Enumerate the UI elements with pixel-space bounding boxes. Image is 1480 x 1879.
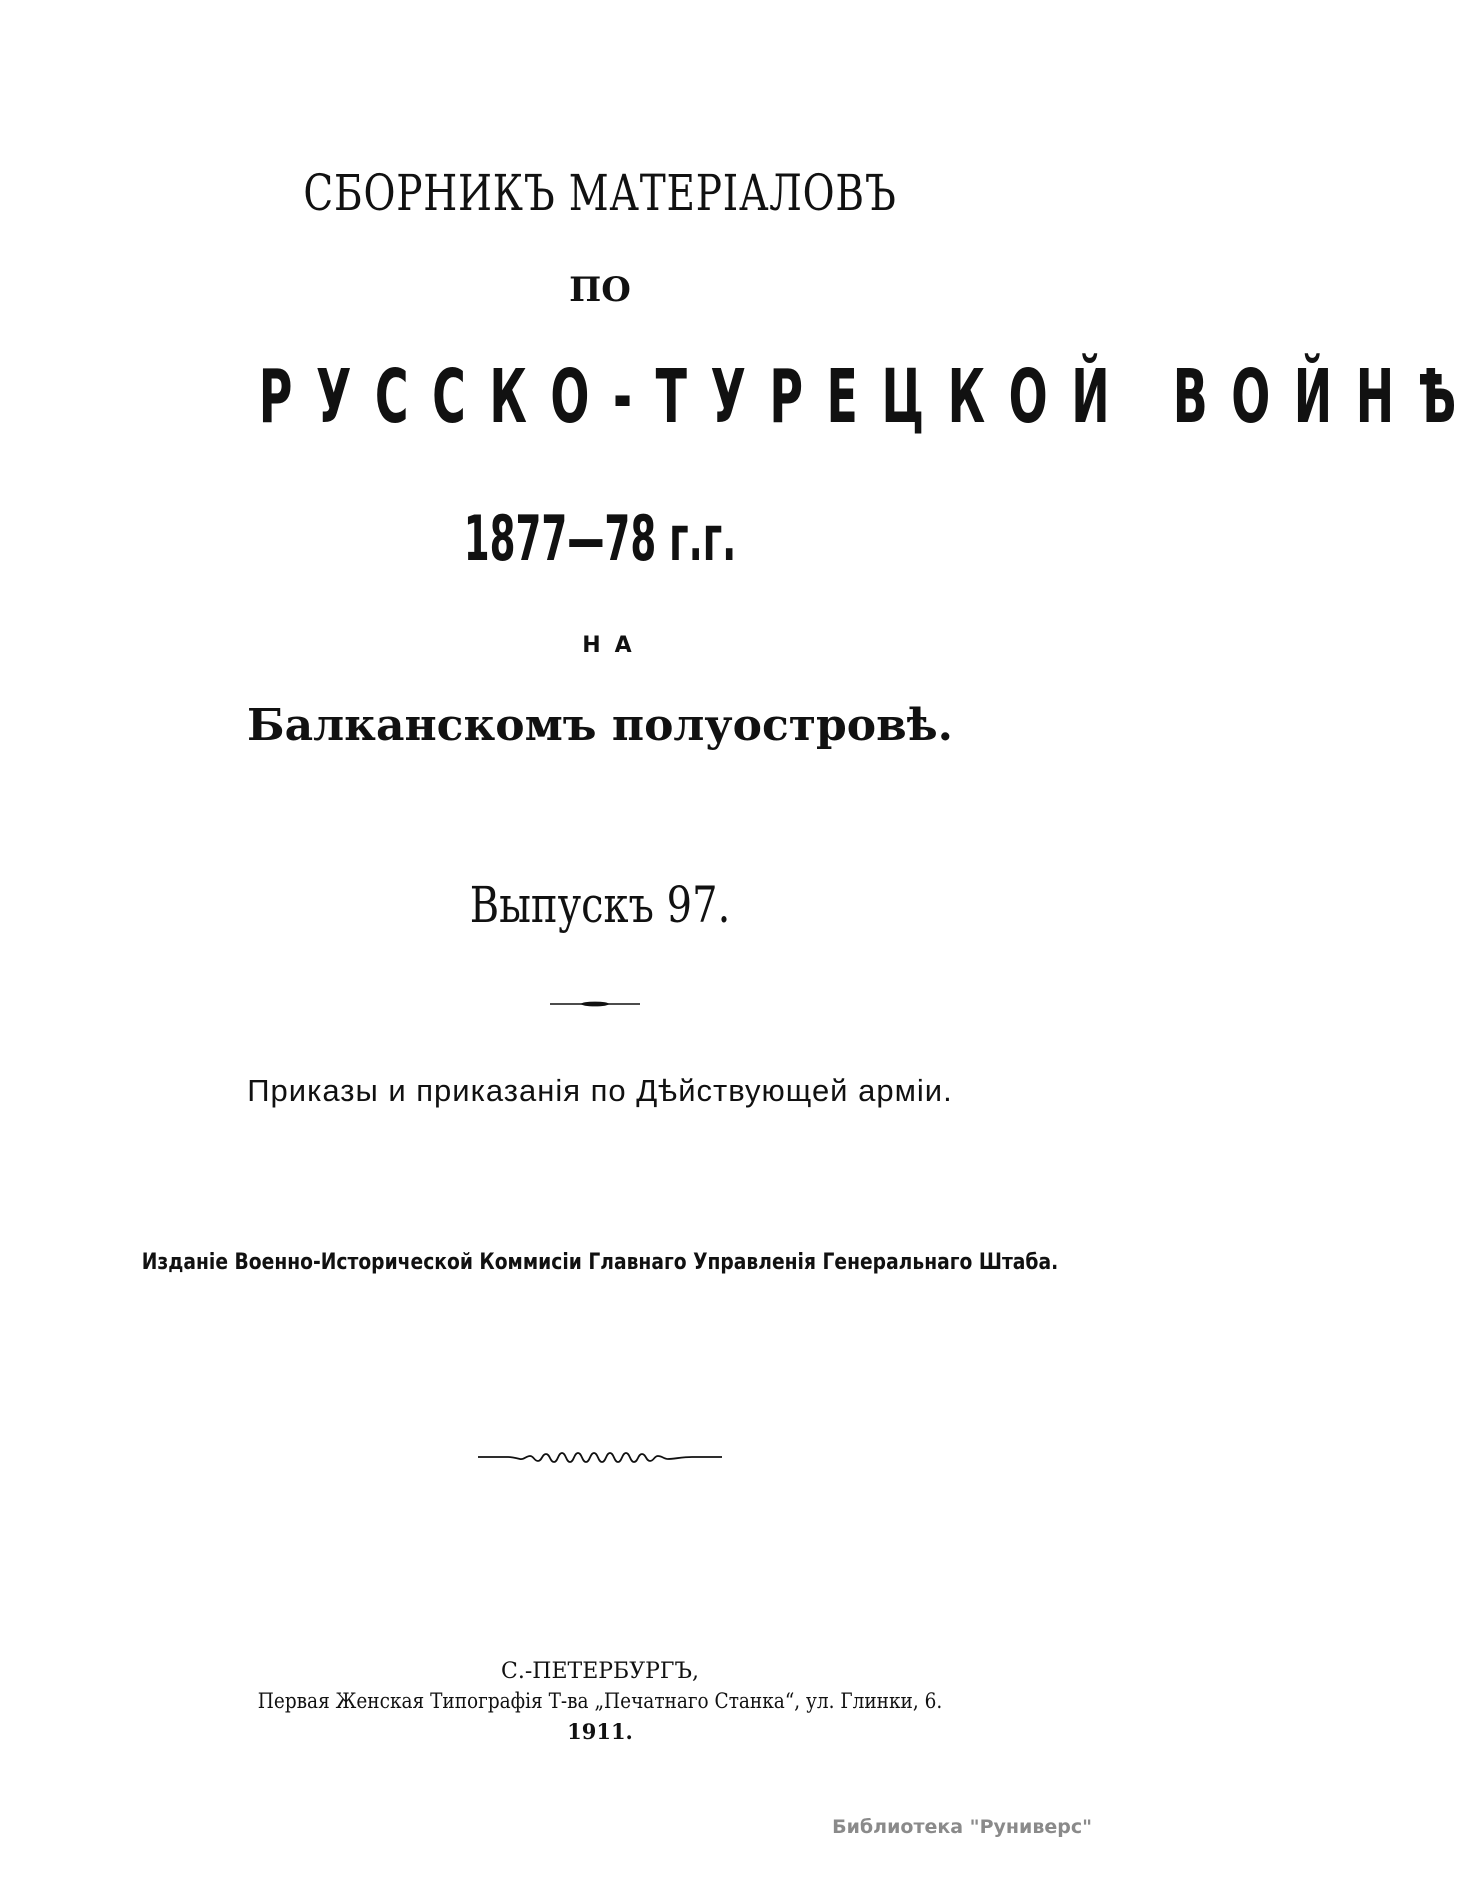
library-watermark: Библиотека "Руниверс"	[832, 1816, 1092, 1838]
imprint-year: 1911.	[567, 1719, 633, 1744]
preposition-line: ПО	[569, 270, 631, 310]
issue-number: Выпускъ 97.	[469, 876, 731, 934]
war-title: РУССКО-ТУРЕЦКОЙ ВОЙНѢ	[258, 354, 1480, 440]
wavy-ornament-rule	[478, 1450, 722, 1464]
subtitle: Приказы и приказанія по Дѣйствующей арміи.	[247, 1073, 953, 1108]
imprint-city: С.-ПЕТЕРБУРГЪ,	[501, 1659, 699, 1684]
imprint-press: Первая Женская Типографія Т-ва „Печатнаго Станка“, ул. Глинки, 6.	[257, 1689, 943, 1713]
collection-title: СБОРНИКЪ МАТЕРІАЛОВЪ	[303, 164, 897, 222]
conjunction-line: НА	[582, 633, 646, 658]
ornament-rule	[550, 1000, 640, 1008]
region-line: Балканскомъ полуостровѣ.	[247, 700, 953, 751]
years-line: 1877—78 г.г.	[463, 502, 737, 575]
publisher-line: Изданіе Военно-Исторической Коммисіи Главнаго Управленія Генеральнаго Штаба.	[141, 1250, 1059, 1275]
